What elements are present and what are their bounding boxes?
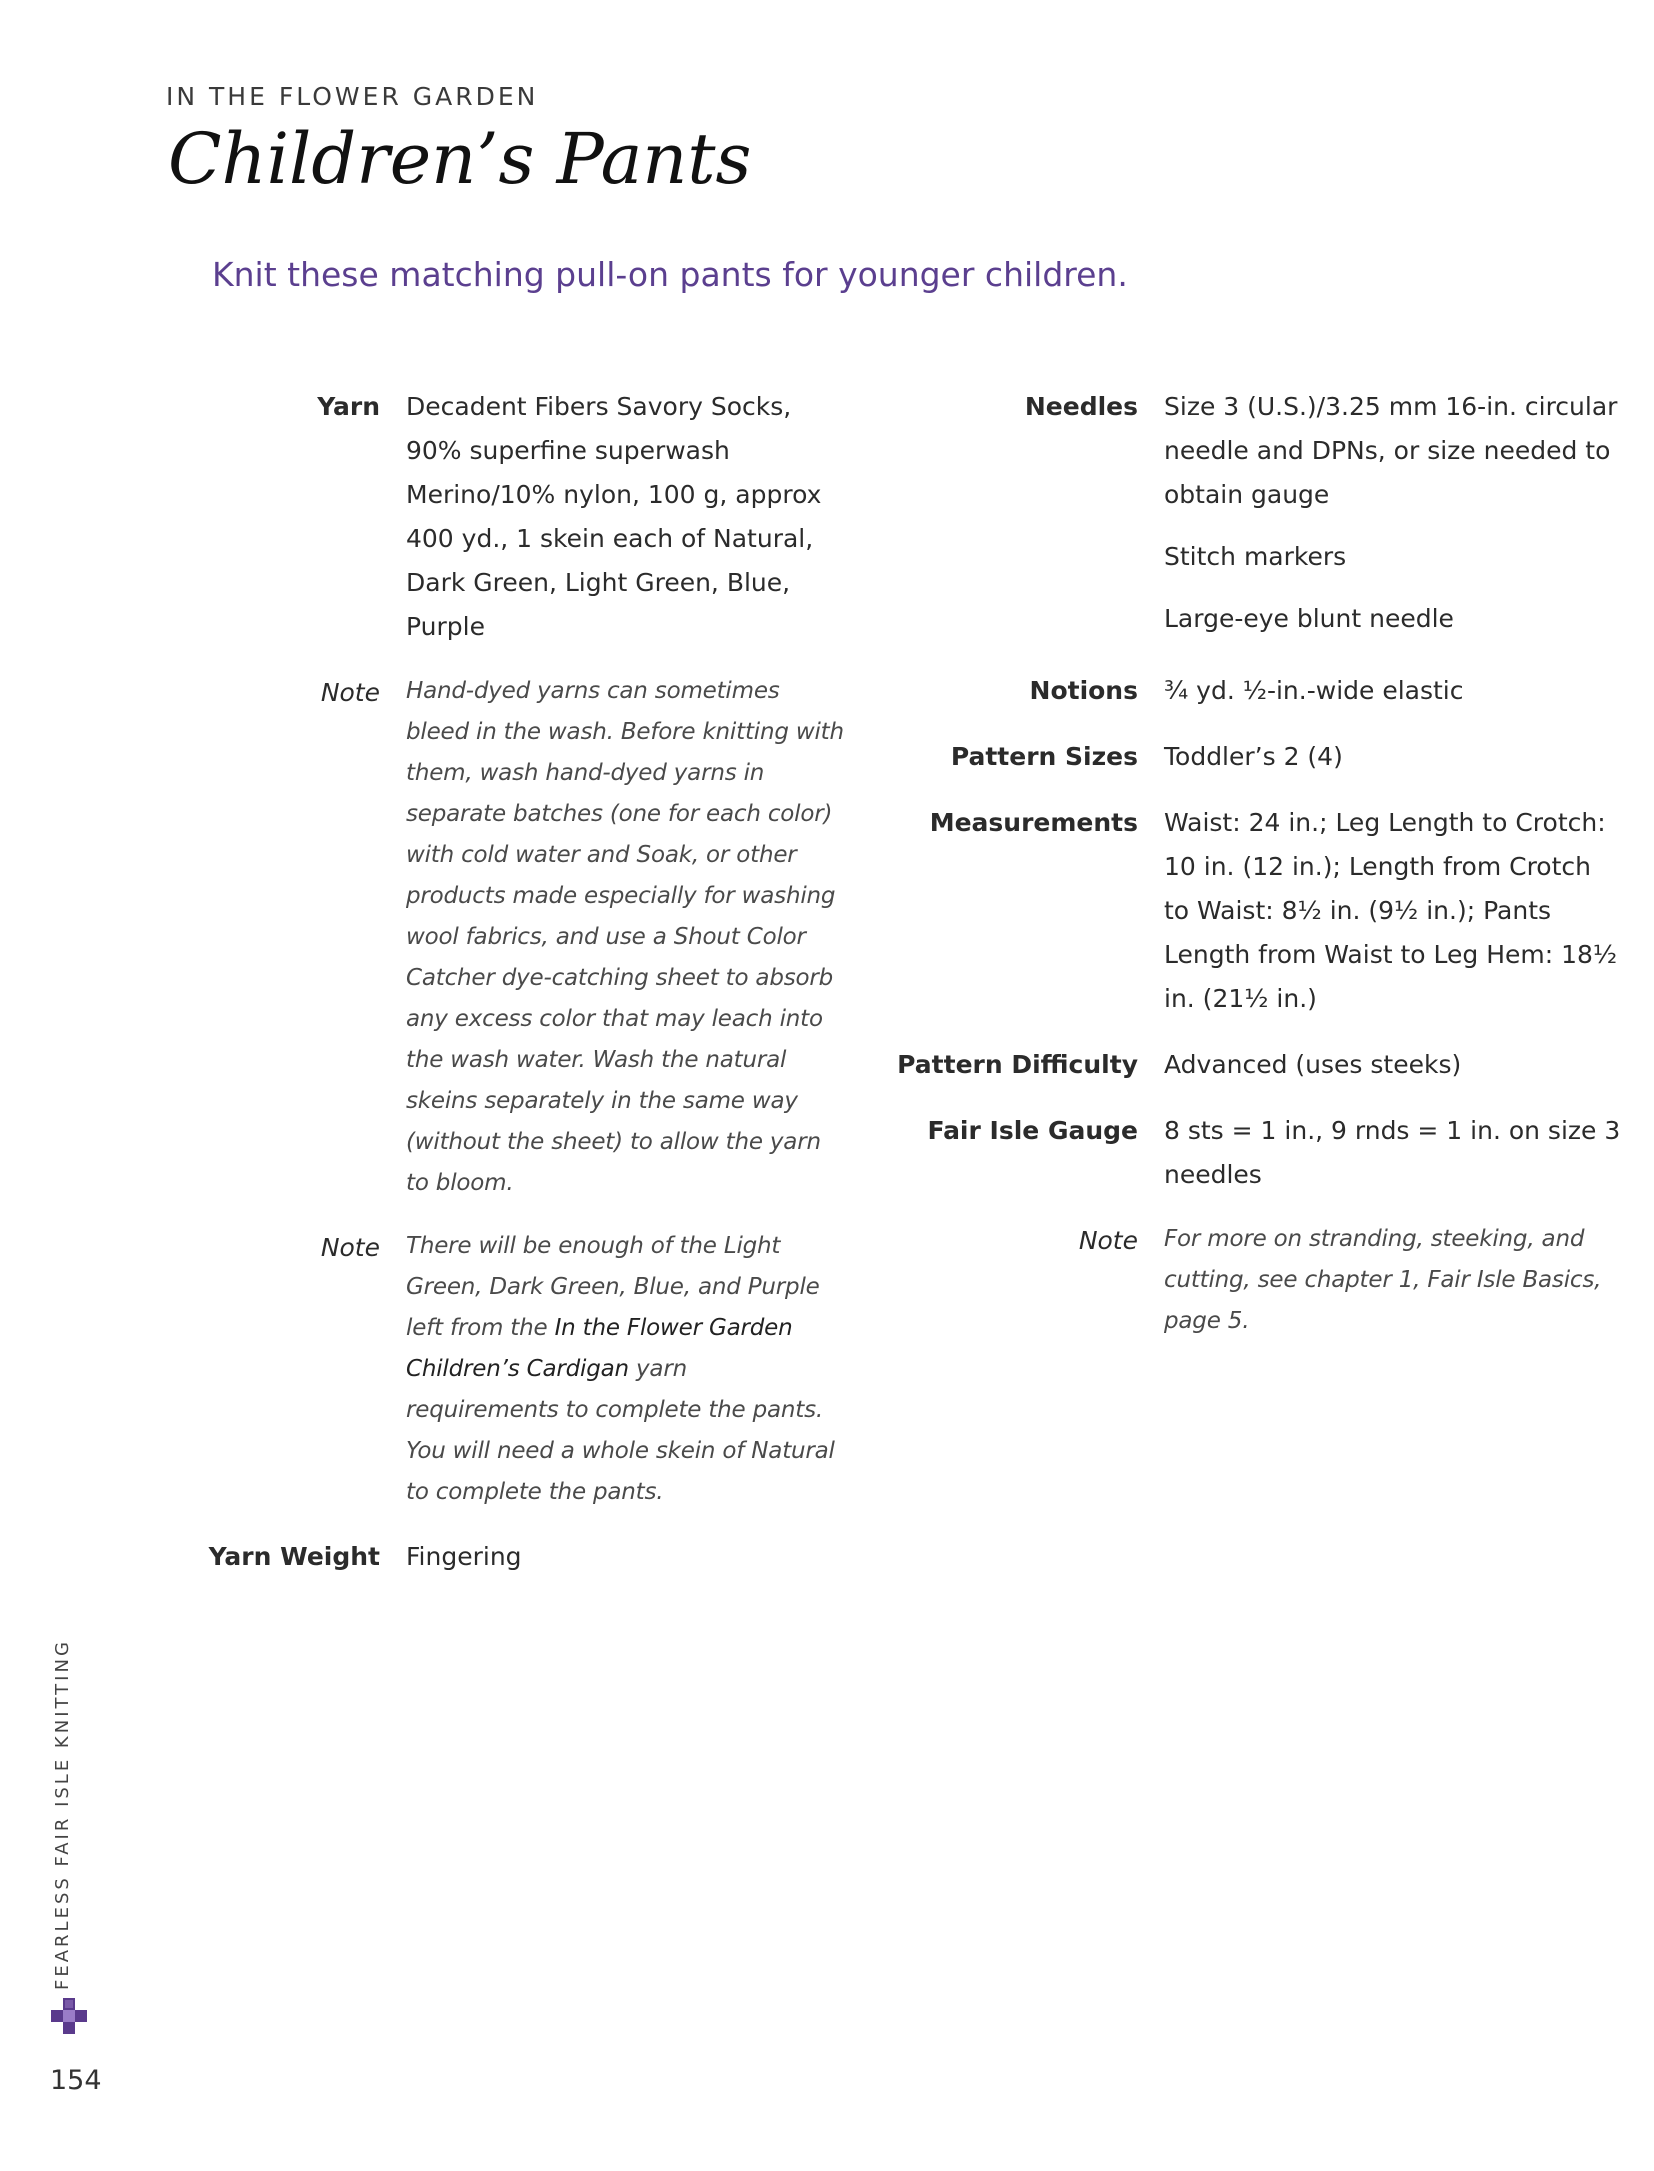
needles-item: Large-eye blunt needle — [1164, 604, 1454, 633]
spec-row-measurements — [860, 801, 1630, 1021]
spec-row-yarn — [130, 385, 880, 649]
cross-logo-icon — [51, 1998, 87, 2034]
cardigan-reference: In the Flower Garden Children’s Cardigan — [406, 1315, 793, 1382]
difficulty-label: Pattern Difficulty — [897, 1050, 1138, 1079]
needles-item: Size 3 (U.S.)/3.25 mm 16-in. circular needle and DPNs, or size needed to obtain gauge — [1164, 392, 1618, 509]
spec-row-difficulty — [860, 1043, 1630, 1087]
notions-label: Notions — [1029, 676, 1138, 705]
right-spec-column — [860, 385, 1630, 1364]
pattern-sizes-value: Toddler’s 2 (4) — [1164, 742, 1343, 771]
gauge-label: Fair Isle Gauge — [927, 1116, 1138, 1145]
page-title: Children’s Pants — [168, 118, 752, 200]
pattern-sizes-label: Pattern Sizes — [950, 742, 1138, 771]
subtitle: Knit these matching pull-on pants for younger children. — [212, 255, 1128, 294]
spine-text: FEARLESS FAIR ISLE KNITTING — [52, 1639, 73, 1990]
spec-row-note — [860, 1219, 1630, 1342]
measurements-label: Measurements — [929, 808, 1138, 837]
spec-row-gauge — [860, 1109, 1630, 1197]
page-number: 154 — [50, 2065, 102, 2096]
yarn-weight-value: Fingering — [406, 1542, 522, 1571]
spec-row-needles — [860, 385, 1630, 641]
note-label: Note — [320, 678, 380, 707]
note-text: For more on stranding, steeking, and cutting, see chapter 1, Fair Isle Basics, page 5. — [1164, 1226, 1602, 1334]
yarn-label: Yarn — [317, 392, 380, 421]
yarn-weight-label: Yarn Weight — [208, 1542, 380, 1571]
note-label: Note — [320, 1233, 380, 1262]
spec-row-notions — [860, 669, 1630, 713]
spec-row-yarn-weight — [130, 1535, 880, 1579]
spec-row-note-2 — [130, 1226, 880, 1513]
gauge-value: 8 sts = 1 in., 9 rnds = 1 in. on size 3 needles — [1164, 1116, 1621, 1189]
note-text-before: There will be enough of the Light Green, Dark Green, Blue, and Purple left from the — [406, 1233, 820, 1341]
spec-row-pattern-sizes — [860, 735, 1630, 779]
difficulty-value: Advanced (uses steeks) — [1164, 1050, 1462, 1079]
needles-item: Stitch markers — [1164, 542, 1347, 571]
yarn-value: Decadent Fibers Savory Socks, 90% superfine superwash Merino/10% nylon, 100 g, approx 400 yd., 1 skein each of Natural, Dark Green, Light Green, Blue, Purple — [406, 392, 822, 641]
needles-value — [1164, 385, 1624, 641]
kicker: IN THE FLOWER GARDEN — [166, 82, 539, 111]
spec-row-note-1 — [130, 671, 880, 1204]
measurements-value: Waist: 24 in.; Leg Length to Crotch: 10 in. (12 in.); Length from Crotch to Waist: 8½ in. (9½ in.); Pants Length from Waist to Leg Hem: 18½ in. (21½ in.) — [1164, 808, 1618, 1013]
needles-label: Needles — [1024, 392, 1138, 421]
left-spec-column — [130, 385, 880, 1601]
notions-value: ¾ yd. ½-in.-wide elastic — [1164, 676, 1464, 705]
note-text — [406, 1226, 846, 1513]
note-text-after: yarn requirements to complete the pants. You will need a whole skein of Natural to complete the pants. — [406, 1356, 835, 1505]
note-text: Hand-dyed yarns can sometimes bleed in the wash. Before knitting with them, wash hand-dyed yarns in separate batches (one for each color) with cold water and Soak, or other products made especially for washing wool fabrics, and use a Shout Color Catcher dye-catching sheet to absorb any excess color that may leach into the wash water. Wash the natural skeins separately in the same way (without the sheet) to allow the yarn to bloom. — [406, 678, 844, 1196]
note-label: Note — [1078, 1226, 1138, 1255]
